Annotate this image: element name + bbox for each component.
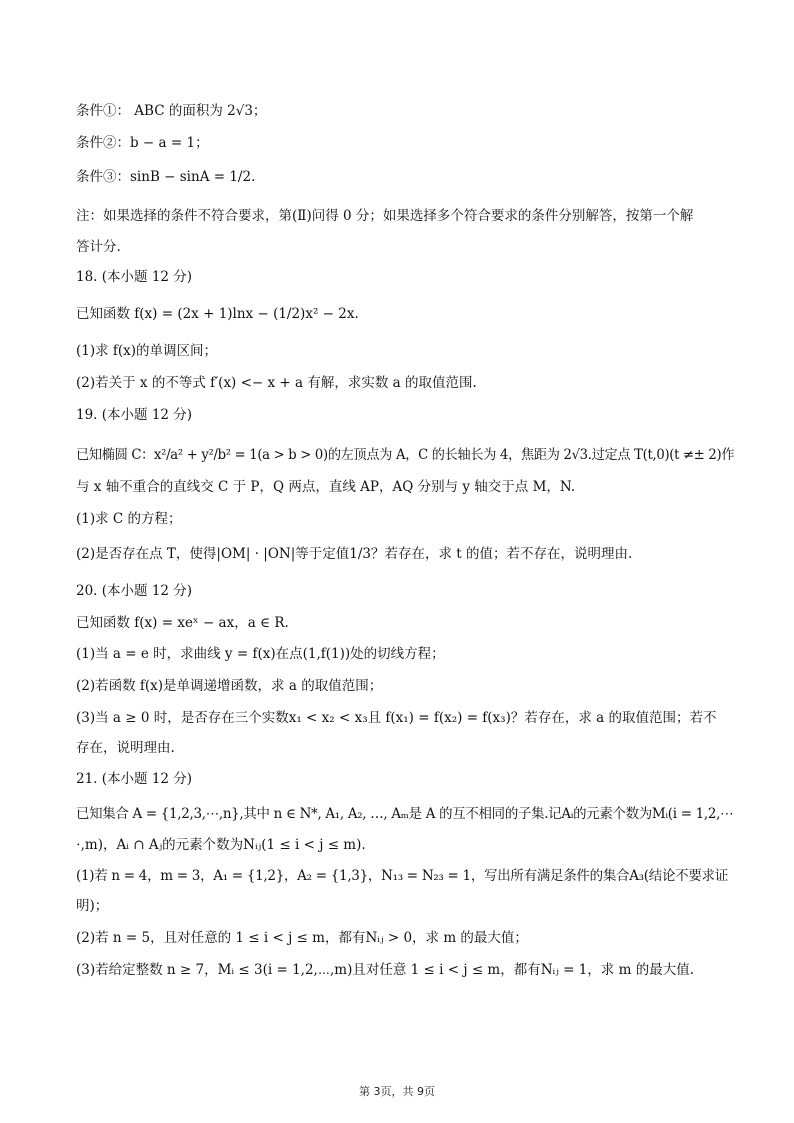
question-heading: 21. (本小题 12 分): [76, 771, 193, 787]
question-heading: 20. (本小题 12 分): [76, 583, 193, 599]
text-line: 条件①： ABC 的面积为 2√3；: [76, 103, 267, 119]
text-line: 明)；: [76, 898, 109, 914]
text-line: 注：如果选择的条件不符合要求，第(Ⅱ)问得 0 分；如果选择多个符合要求的条件分别解答，按第一个解: [76, 208, 694, 224]
text-line: 已知集合 A = {1,2,3,⋯,n},其中 n ∈ N*, A₁, A₂, …, Aₘ是 A 的互不相同的子集.记Aᵢ的元素个数为Mᵢ(i = 1,2,⋯: [76, 806, 734, 822]
text-line: (2)是否存在点 T，使得|OM| · |ON|等于定值1/3？若存在，求 t 的值；若不存在，说明理由.: [76, 546, 633, 562]
text-line: 已知函数 f(x) = xeˣ − ax，a ∈ R.: [76, 615, 289, 631]
text-line: ⋅,m)，Aᵢ ∩ Aⱼ的元素个数为Nᵢⱼ(1 ≤ i < j ≤ m).: [76, 837, 366, 853]
text-line: (3)当 a ≥ 0 时，是否存在三个实数x₁ < x₂ < x₃且 f(x₁) = f(x₂) = f(x₃)？若存在，求 a 的取值范围；若不: [76, 710, 717, 726]
text-line: 存在，说明理由.: [76, 740, 175, 756]
question-heading: 19. (本小题 12 分): [76, 407, 193, 423]
text-line: (1)求 f(x)的单调区间；: [76, 343, 218, 359]
text-line: (1)若 n = 4，m = 3，A₁ = {1,2}，A₂ = {1,3}，N₁₃ = N₂₃ = 1，写出所有满足条件的集合A₃(结论不要求证: [76, 868, 728, 884]
text-line: 答计分.: [76, 239, 121, 255]
text-line: 条件②：b − a = 1；: [76, 135, 209, 151]
text-line: 条件③：sinB − sinA = 1/2.: [76, 169, 256, 185]
text-line: (3)若给定整数 n ≥ 7，Mᵢ ≤ 3(i = 1,2,⋯,m)且对任意 1 ≤ i < j ≤ m，都有Nᵢⱼ = 1，求 m 的最大值.: [76, 962, 694, 978]
text-line: 与 x 轴不重合的直线交 C 于 P，Q 两点，直线 AP，AQ 分别与 y 轴交于点 M，N.: [76, 479, 576, 495]
text-line: 已知函数 f(x) = (2x + 1)lnx − (1/2)x² − 2x.: [76, 306, 359, 322]
text-line: (1)求 C 的方程；: [76, 511, 182, 527]
question-heading: 18. (本小题 12 分): [76, 269, 193, 285]
text-line: 已知椭圆 C：x²/a² + y²/b² = 1(a > b > 0)的左顶点为 A，C 的长轴长为 4，焦距为 2√3.过定点 T(t,0)(t ≠± 2)作: [76, 447, 735, 463]
text-line: (2)若关于 x 的不等式 f′(x) <− x + a 有解，求实数 a 的取值范围.: [76, 375, 477, 391]
text-line: (2)若函数 f(x)是单调递增函数，求 a 的取值范围；: [76, 678, 383, 694]
text-line: (1)当 a = e 时，求曲线 y = f(x)在点(1,f(1))处的切线方程；: [76, 646, 445, 662]
text-line: (2)若 n = 5，且对任意的 1 ≤ i < j ≤ m，都有Nᵢⱼ > 0，求 m 的最大值；: [76, 930, 528, 946]
page-footer: 第 3页，共 9页: [359, 1085, 435, 1098]
